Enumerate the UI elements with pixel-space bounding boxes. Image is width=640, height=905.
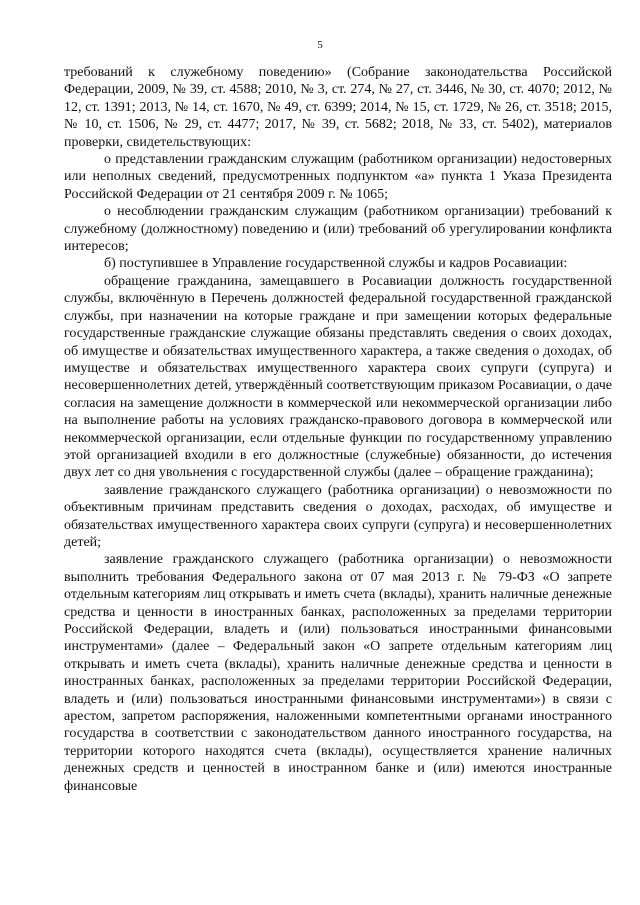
paragraph-false-information: о представлении гражданским служащим (работником организации) недостоверных или неполных сведений, предусмотренных подпунктом «а» пункта 1 Указа Президента Российской Федерации от 21 сентября 2009 г. № 1065; [64,152,612,202]
page-number: 5 [317,39,323,51]
paragraph-item-b: б) поступившее в Управление государственной службы и кадров Росавиации: [104,256,568,272]
paragraph-continuation: требований к служебному поведению» (Собрание законодательства Российской Федерации, 2009, № 39, ст. 4588; 2010, № 3, ст. 274, № 27, ст. 3446, № 30, ст. 4070; 2012, № 12, ст. 1391; 2013, № 14, ст. 1670, № 49, ст. 6399; 2014, № 15, ст. 1729, № 26, ст. 3518; 2015, № 10, ст. 1506, № 29, ст. 4477; 2017, № 39, ст. 5682; 2018, № 33, ст. 5402), материалов проверки, свидетельствующих: [64,65,612,150]
paragraph-statement-income: заявление гражданского служащего (работника организации) о невозможности по объективным причинам представить сведения о доходах, расходах, об имуществе и обязательствах имущественного характера своих супруги (супруга) и несовершеннолетних детей; [64,482,612,550]
paragraph-non-compliance: о несоблюдении гражданским служащим (работником организации) требований к служебному (должностному) поведению и (или) требований об урегулировании конфликта интересов; [64,204,612,255]
paragraph-statement-federal-law: заявление гражданского служащего (работника организации) о невозможности выполнить требования Федерального закона от 07 мая 2013 г. № 79-ФЗ «О запрете отдельным категориям лиц открывать и иметь счета (вклады), хранить наличные денежные средства и ценности в иностранных банках, расположенных за пределами территории Российской Федерации, владеть и (или) пользоваться иностранными финансовыми инструментами» (далее – Федеральный закон «О запрете отдельным категориям лиц открывать и иметь счета (вклады), хранить наличные денежные средства и ценности в иностранных банках, расположенных за пределами территории Российской Федерации, владеть и (или) пользоваться иностранными финансовыми инструментами») в связи с арестом, запретом распоряжения, наложенными компетентными органами иностранного государства в соответствии с законодательством данного иностранного государства, на территории которого находятся счета (вклады), осуществляется хранение наличных денежных средств и ценностей в иностранном банке и (или) имеются иностранные финансовые [64,552,612,794]
document-body [64,64,612,795]
paragraph-citizen-appeal: обращение гражданина, замещавшего в Росавиации должность государственной службы, включённую в Перечень должностей федеральной государственной гражданской службы, при назначении на которые граждане и при замещении которых федеральные государственные гражданские служащие обязаны представлять сведения о своих доходах, об имуществе и обязательствах имущественного характера, а также сведения о доходах, об имуществе и обязательствах имущественного характера своих супруги (супруга) и несовершеннолетних детей, утверждённый соответствующим приказом Росавиации, о даче согласия на замещение должности в коммерческой или некоммерческой организации либо на выполнение работы на условиях гражданско-правового договора в коммерческой или некоммерческой организации, если отдельные функции по государственному управлению этой организацией входили в его должностные (служебные) обязанности, до истечения двух лет со дня увольнения с государственной службы (далее – обращение гражданина); [64,273,612,481]
